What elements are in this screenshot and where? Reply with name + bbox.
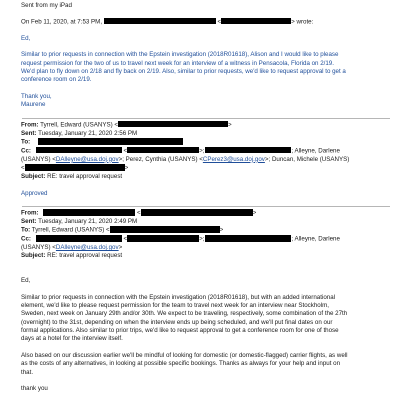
- divider: [22, 118, 390, 119]
- email2-body-line: element, we'd like to please request permission for the team to travel next week for an interview near Stockholm,: [21, 302, 329, 310]
- quoted-body-line: conference room on 2/19.: [21, 76, 92, 84]
- email2-cc-line: (USANYS) <DAlleyne@usa.doj.gov>: [21, 244, 123, 252]
- email2-sent: Sent: Tuesday, January 21, 2020 2:49 PM: [21, 217, 138, 225]
- redaction-box: [141, 209, 253, 216]
- email2-body: [21, 277, 390, 393]
- email2-header: [21, 209, 390, 261]
- cc-email-link[interactable]: CPerez3@usa.doj.gov: [202, 155, 265, 163]
- quoted-message: [21, 35, 390, 110]
- sent-from-note: Sent from my iPad: [21, 2, 72, 9]
- email2-body-line: Also based on our discussion earlier we'll be mindful of looking for domestic (or domestic-flagged) carrier flights, as well: [21, 351, 348, 359]
- divider: [22, 206, 390, 207]
- quoted-signature: Maurene: [21, 101, 46, 109]
- email-document: [0, 2, 400, 400]
- email2-to: To: Tyrrell, Edward (USANYS) < >: [21, 226, 224, 234]
- redaction-box: [221, 18, 291, 25]
- redaction-box: [205, 235, 291, 242]
- email1-to: To:: [21, 138, 390, 147]
- email1-reply: Approved: [21, 189, 48, 197]
- email2-greeting: Ed,: [21, 277, 31, 285]
- email2-body-line: Similar to prior requests in connection with the Epstein investigation (2018R01618), but with an added international: [21, 293, 336, 301]
- email2-body-line: days at a hotel for the interview itself.: [21, 335, 123, 343]
- quoted-thanks: Thank you,: [21, 92, 52, 100]
- quoted-body-line: We'd plan to fly down on 2/18 and fly back on 2/19. Also, similar to prior requests, we'd like to request approval to get a: [21, 67, 346, 75]
- redaction-box: [25, 164, 125, 171]
- redaction-box: [36, 147, 122, 154]
- cc-email-link[interactable]: DAlleyne@usa.doj.gov: [55, 155, 119, 163]
- redaction-box: [110, 226, 220, 233]
- cc-email-link[interactable]: DAlleyne@usa.doj.gov: [55, 244, 119, 252]
- redaction-box: [127, 235, 199, 242]
- email1-sent: Sent: Tuesday, January 21, 2020 2:56 PM: [21, 129, 138, 137]
- email1-subject: Subject: RE: travel approval request: [21, 172, 123, 180]
- email2-body-line: formal applications. Also similar to prior trips, we'd like to request approval to get a conference room for one of those: [21, 327, 339, 335]
- quoted-greeting: Ed,: [21, 34, 31, 42]
- quoted-bracket: <: [217, 18, 222, 26]
- redaction-box: [38, 138, 183, 145]
- quoted-header: [21, 18, 390, 27]
- redaction-box: [118, 121, 228, 128]
- email1-from: From: Tyrrell, Edward (USANYS) < >: [21, 121, 232, 129]
- email2-from: From: < >: [21, 209, 257, 217]
- quoted-body-line: request permission for the two of us to travel next week for an interview of a witness in Pensacola, Florida on 2/19.: [21, 59, 334, 67]
- email2-body-line: (overnight) to the 31st, depending on when the interview ends up being scheduled, and we'll put final dates on our: [21, 318, 333, 326]
- email2-cc-line: Cc: < >; ; Alleyne, Darlene: [21, 235, 340, 243]
- quoted-date: On Feb 11, 2020, at 7:53 PM,: [21, 18, 103, 26]
- email1-cc-line: (USANYS) <DAlleyne@usa.doj.gov>; Perez, Cynthia (USANYS) <CPerez3@usa.doj.gov>; Duncan, Michele (USANYS): [21, 155, 350, 163]
- email2-subject: Subject: RE: travel approval request: [21, 252, 123, 260]
- email2-body-line: that.: [21, 368, 34, 376]
- redaction-box: [104, 18, 216, 25]
- email1-cc-line: Cc: < >; ; Alleyne, Darlene: [21, 147, 340, 155]
- redaction-box: [36, 235, 122, 242]
- redaction-box: [127, 147, 199, 154]
- email2-thanks: thank you: [21, 385, 48, 393]
- quoted-wrote: > wrote:: [291, 18, 314, 26]
- redaction-box: [205, 147, 291, 154]
- redaction-box: [43, 209, 135, 216]
- quoted-body-line: Similar to prior requests in connection with the Epstein investigation (2018R01618), Alison and I would like to please: [21, 51, 339, 59]
- email1-header: [21, 121, 390, 181]
- email2-body-line: as the costs of any alternatives, in looking at possible specific bookings. Thanks as always for your help and input on: [21, 360, 341, 368]
- email2-body-line: Sweden, next week on January 29th and/or 30th. We expect to be traveling, respectively, some combination of the 27th: [21, 310, 348, 318]
- email1-cc-line: < >: [21, 164, 129, 172]
